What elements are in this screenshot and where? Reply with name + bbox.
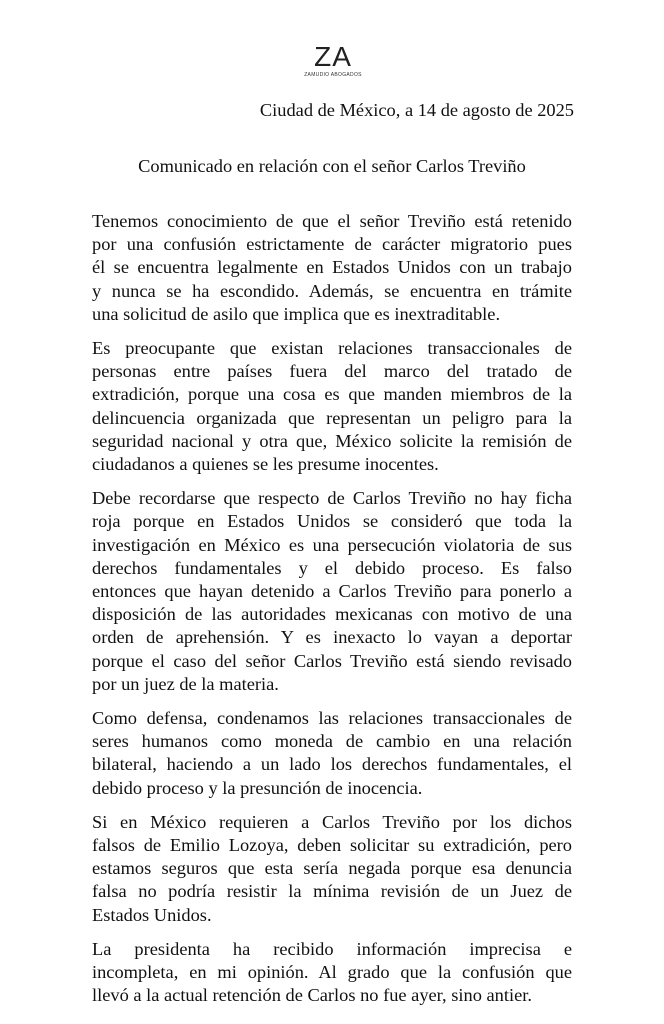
- paragraph-line: él se encuentra legalmente en Estados Unidos con un trabajo: [92, 257, 572, 278]
- paragraph-line: delincuencia organizada que representan un peligro para la: [92, 407, 572, 428]
- paragraph-line: La presidenta ha recibido información imprecisa e: [92, 938, 572, 959]
- paragraph-line: debido proceso y la presunción de inocencia.: [92, 777, 423, 798]
- paragraph-line: falsa no podría resistir la mínima revisión de un Juez de: [92, 881, 572, 902]
- paragraph-line: disposición de las autoridades mexicanas con motivo de una: [92, 604, 572, 625]
- paragraph-line: personas entre países fuera del marco del tratado de: [92, 361, 572, 382]
- paragraph-line: orden de aprehensión. Y es inexacto lo vayan a deportar: [92, 627, 572, 648]
- document-body: [92, 210, 572, 1019]
- paragraph-line: una solicitud de asilo que implica que es inextraditable.: [92, 303, 501, 324]
- paragraph-line: falsos de Emilio Lozoya, deben solicitar su extradición, pero: [92, 835, 572, 856]
- paragraph-line: y nunca se ha escondido. Además, se encuentra en trámite: [92, 280, 572, 301]
- document-subject: Comunicado en relación con el señor Carlos Treviño: [138, 156, 526, 176]
- paragraph-line: seguridad nacional y otra que, México solicite la remisión de: [92, 430, 572, 451]
- paragraph-line: estamos seguros que esta sería negada porque esa denuncia: [92, 858, 572, 879]
- paragraph: [92, 337, 572, 476]
- paragraph: [92, 938, 572, 1008]
- paragraph-line: por un juez de la materia.: [92, 673, 279, 694]
- paragraph-line: Es preocupante que existan relaciones transaccionales de: [92, 338, 572, 359]
- paragraph: [92, 210, 572, 326]
- paragraph-line: roja porque en Estados Unidos se consideró que toda la: [92, 511, 572, 532]
- place-date: Ciudad de México, a 14 de agosto de 2025: [259, 100, 574, 120]
- paragraph: [92, 707, 572, 800]
- paragraph-line: Tenemos conocimiento de que el señor Treviño está retenido: [92, 211, 572, 231]
- logo-mark: ZA: [314, 41, 352, 72]
- paragraph-line: Debe recordarse que respecto de Carlos Treviño no hay ficha: [92, 488, 572, 509]
- paragraph: [92, 811, 572, 927]
- paragraph-line: Si en México requieren a Carlos Treviño por los dichos: [92, 811, 572, 832]
- paragraph-line: ciudadanos a quienes se les presume inocentes.: [92, 454, 439, 475]
- letterhead-logo: [280, 42, 386, 79]
- paragraph-line: llevó a la actual retención de Carlos no fue ayer, sino antier.: [92, 985, 532, 1006]
- paragraph-line: seres humanos como moneda de cambio en una relación: [92, 731, 572, 752]
- paragraph-line: Estados Unidos.: [92, 904, 212, 925]
- paragraph-line: Como defensa, condenamos las relaciones transaccionales de: [92, 708, 572, 729]
- paragraph-line: investigación en México es una persecución violatoria de sus: [92, 534, 572, 555]
- paragraph-line: derechos fundamentales y el debido proceso. Es falso: [92, 557, 572, 578]
- firm-name: ZAMUDIO ABOGADOS: [304, 72, 362, 78]
- paragraph: [92, 487, 572, 696]
- paragraph-line: bilateral, haciendo a un lado los derechos fundamentales, el: [92, 754, 572, 775]
- paragraph-line: porque el caso del señor Carlos Treviño está siendo revisado: [92, 650, 572, 671]
- paragraph-line: entonces que hayan detenido a Carlos Treviño para ponerlo a: [92, 581, 572, 602]
- paragraph-line: incompleta, en mi opinión. Al grado que la confusión que: [92, 962, 572, 983]
- paragraph-line: extradición, porque una cosa es que manden miembros de la: [92, 384, 572, 405]
- paragraph-line: por una confusión estrictamente de carácter migratorio pues: [92, 234, 572, 255]
